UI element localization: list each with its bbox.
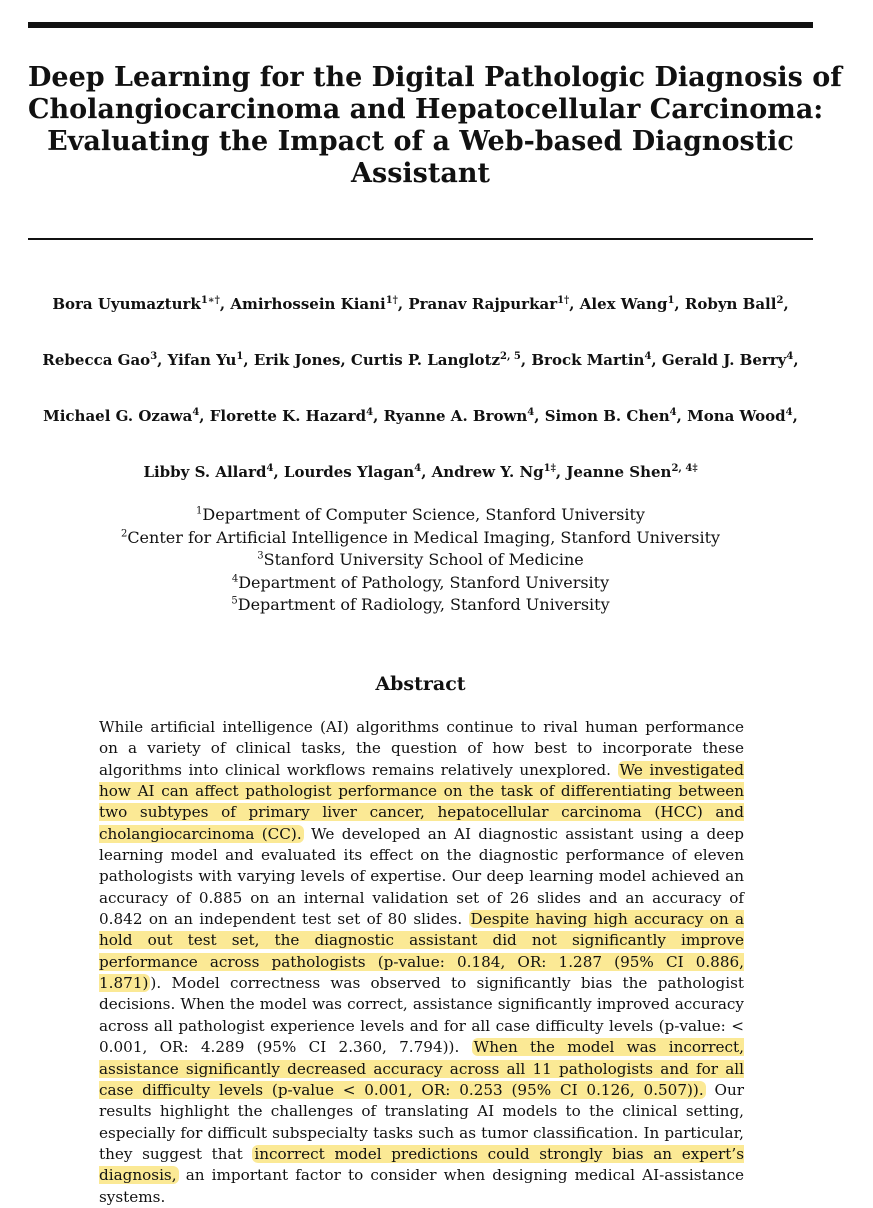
author-line: Bora Uyumazturk$^{1∗\dagger}$, Amirhossein Kiani$^{1\dagger}$, Pranav Rajpurkar$^{1\dagger}$, Alex Wang$^1$, Robyn Ball$^2$,: [52, 295, 789, 313]
author-affiliation-mark: 1†: [385, 295, 398, 306]
author-name: Erik Jones: [253, 351, 341, 369]
author-list: [28, 292, 813, 516]
abstract-body: [99, 717, 744, 1208]
author-affiliation-mark: 4: [785, 407, 793, 418]
author-affiliation-mark: 4: [192, 407, 200, 418]
author-affiliation-mark: 2, 4‡: [671, 463, 698, 474]
author-name: Gerald J. Berry: [661, 351, 787, 369]
author-affiliation-mark: 1†: [557, 295, 570, 306]
abstract-text: While artificial intelligence (AI) algorithms continue to rival human performance on a variety of clinical tasks, the question of how best to incorporate these algorithms into clinical workflows remains relatively unexplored.: [99, 718, 744, 779]
author-affiliation-mark: 4: [366, 407, 374, 418]
author-line: Rebecca Gao$^3$, Yifan Yu$^1$, Erik Jones, Curtis P. Langlotz$^{2, 5}$, Brock Martin$^4$, Gerald J. Berry$^4$,: [42, 351, 799, 369]
author-name: Ryanne A. Brown: [383, 407, 528, 425]
author-name: Pranav Rajpurkar: [408, 295, 558, 313]
title-line: Evaluating the Impact of a Web-based Diagnostic: [47, 126, 794, 157]
affiliation-line: [28, 504, 813, 527]
author-name: Brock Martin: [531, 351, 645, 369]
author-affiliation-mark: 4: [644, 351, 652, 362]
abstract-text: ). Model correctness was observed to significantly bias the pathologist decisions. When the model was correct, assistance significantly improved accuracy across all pathologist experience levels and for all case difficulty levels (p-value: < 0.001, OR: 4.289 (95% CI 2.360, 7.794)).: [99, 974, 744, 1057]
top-rule: [28, 22, 813, 28]
author-affiliation-mark: 4: [527, 407, 535, 418]
author-affiliation-mark: 4: [414, 463, 422, 474]
affiliation-number: 5: [231, 595, 238, 607]
author-affiliation-mark: 3: [150, 351, 158, 362]
author-name: Robyn Ball: [684, 295, 777, 313]
author-affiliation-mark: 4: [266, 463, 274, 474]
author-name: Yifan Yu: [167, 351, 237, 369]
abstract-heading: Abstract: [375, 673, 466, 695]
highlighted-text: We investigated how AI can affect pathologist performance on the task of differentiating between two subtypes of primary liver cancer, hepatocellular carcinoma (HCC) and cholangiocarcinoma (CC).: [99, 760, 744, 843]
affiliation-list: [28, 504, 813, 617]
author-affiliation-mark: 1: [667, 295, 675, 306]
author-name: Alex Wang: [579, 295, 668, 313]
abstract-text: We developed an AI diagnostic assistant using a deep learning model and evaluated its effect on the diagnostic performance of eleven pathologists with varying levels of expertise. Our deep learning model achieved an accuracy of 0.885 on an internal validation set of 26 slides and an accuracy of 0.842 on an independent test set of 80 slides.: [99, 824, 744, 929]
affiliation-number: 4: [231, 573, 239, 585]
affiliation-number: 1: [196, 505, 203, 517]
author-affiliation-mark: 2: [776, 295, 784, 306]
title-line: Cholangiocarcinoma and Hepatocellular Carcinoma:: [28, 94, 824, 125]
author-name: Bora Uyumazturk: [52, 295, 201, 313]
author-affiliation-mark: 1: [236, 351, 244, 362]
abstract-text: Our results highlight the challenges of translating AI models to the clinical setting, especially for difficult subspecialty tasks such as tumor classification. In particular, they suggest that: [99, 1080, 744, 1163]
author-name: Simon B. Chen: [544, 407, 670, 425]
affiliation-text: Department of Computer Science, Stanford University: [202, 505, 645, 524]
affiliation-text: Center for Artificial Intelligence in Medical Imaging, Stanford University: [127, 527, 721, 547]
author-affiliation-mark: 4: [786, 351, 794, 362]
author-name: Florette K. Hazard: [209, 407, 367, 425]
affiliation-text: Department of Pathology, Stanford University: [238, 572, 610, 592]
author-name: Curtis P. Langlotz: [350, 351, 501, 369]
title-rule: [28, 238, 813, 240]
author-affiliation-mark: 4: [669, 407, 677, 418]
author-line: Michael G. Ozawa$^4$, Florette K. Hazard$^4$, Ryanne A. Brown$^4$, Simon B. Chen$^4$, Mona Wood$^4$,: [43, 407, 798, 425]
author-affiliation-mark: 1∗†: [200, 295, 220, 306]
highlighted-text: Despite having high accuracy on a hold out test set, the diagnostic assistant did not significantly improve performance across pathologists (p-value: 0.184, OR: 1.287 (95% CI 0.886, 1.871): [99, 910, 744, 993]
paper-title: [28, 62, 842, 190]
highlighted-text: When the model was incorrect, assistance significantly decreased accuracy across all 11 pathologists and for all case difficulty levels (p-value < 0.001, OR: 0.253 (95% CI 0.126, 0.507)).: [99, 1038, 744, 1099]
author-name: Andrew Y. Ng: [431, 463, 544, 481]
author-name: Jeanne Shen: [566, 463, 672, 481]
author-name: Libby S. Allard: [143, 463, 267, 481]
affiliation-line: [28, 527, 813, 550]
author-name: Lourdes Ylagan: [283, 463, 415, 481]
abstract-text: an important factor to consider when designing medical AI-assistance systems.: [99, 1166, 744, 1206]
author-affiliation-mark: 1‡: [543, 463, 556, 474]
author-name: Mona Wood: [687, 407, 786, 425]
title-line: Assistant: [351, 158, 490, 189]
affiliation-number: 2: [120, 528, 128, 540]
author-affiliation-mark: 2, 5: [500, 351, 521, 362]
author-name: Amirhossein Kiani: [230, 295, 386, 313]
affiliation-number: 3: [257, 550, 264, 562]
affiliation-line: [28, 594, 813, 617]
highlighted-text: incorrect model predictions could strongly bias an expert’s diagnosis,: [99, 1144, 744, 1185]
affiliation-line: [28, 572, 813, 595]
author-name: Michael G. Ozawa: [43, 407, 193, 425]
affiliation-text: Stanford University School of Medicine: [263, 550, 584, 569]
author-name: Rebecca Gao: [42, 351, 151, 369]
affiliation-text: Department of Radiology, Stanford University: [237, 595, 610, 614]
title-line: Deep Learning for the Digital Pathologic Diagnosis of: [28, 62, 842, 93]
affiliation-line: [28, 549, 813, 572]
author-line: Libby S. Allard$^4$, Lourdes Ylagan$^4$, Andrew Y. $Ng^{1\ddagger}$, Jeanne Shen$^{2, 4\ddagger}$: [143, 463, 698, 481]
